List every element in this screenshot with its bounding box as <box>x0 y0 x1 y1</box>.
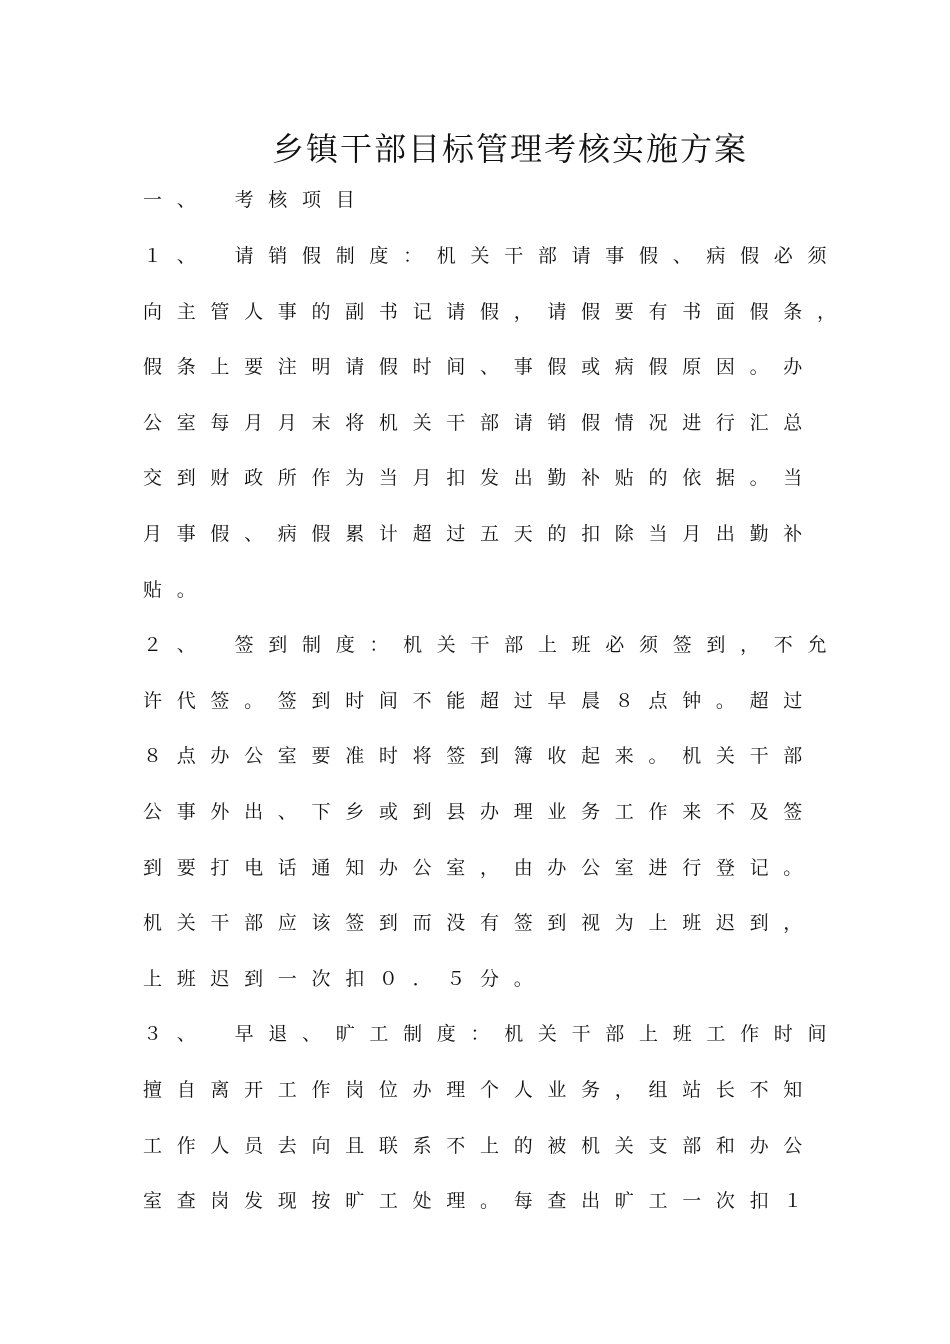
body-line: 擅自离开工作岗位办理个人业务，组站长不知 <box>143 1079 818 1101</box>
body-line: 上班迟到一次扣０．５分。 <box>143 968 548 990</box>
body-line: 公事外出、下乡或到县办理业务工作来不及签 <box>143 801 818 823</box>
body-line: １、 请销假制度：机关干部请事假、病假必须 <box>143 245 842 267</box>
body-line: 工作人员去向且联系不上的被机关支部和办公 <box>143 1135 818 1157</box>
body-line: 月事假、病假累计超过五天的扣除当月出勤补 <box>143 523 818 545</box>
body-line: 到要打电话通知办公室，由办公室进行登记。 <box>143 857 818 879</box>
body-line: 假条上要注明请假时间、事假或病假原因。办 <box>143 356 818 378</box>
body-line: 许代签。签到时间不能超过早晨８点钟。超过 <box>143 690 818 712</box>
body-line: 贴。 <box>143 579 211 601</box>
body-line: ８点办公室要准时将签到簿收起来。机关干部 <box>143 745 818 767</box>
body-line: ３、 早退、旷工制度：机关干部上班工作时间 <box>143 1023 842 1045</box>
document-title: 乡镇干部目标管理考核实施方案 <box>271 130 748 168</box>
body-line: 机关干部应该签到而没有签到视为上班迟到， <box>143 912 818 934</box>
body-line: 交到财政所作为当月扣发出勤补贴的依据。当 <box>143 467 818 489</box>
section-heading: 一、 考核项目 <box>143 189 370 211</box>
body-line: 公室每月月末将机关干部请销假情况进行汇总 <box>143 412 818 434</box>
body-line: ２、 签到制度：机关干部上班必须签到，不允 <box>143 634 842 656</box>
body-line: 室查岗发现按旷工处理。每查出旷工一次扣１ <box>143 1190 818 1212</box>
body-line: 向主管人事的副书记请假，请假要有书面假条， <box>143 301 851 323</box>
